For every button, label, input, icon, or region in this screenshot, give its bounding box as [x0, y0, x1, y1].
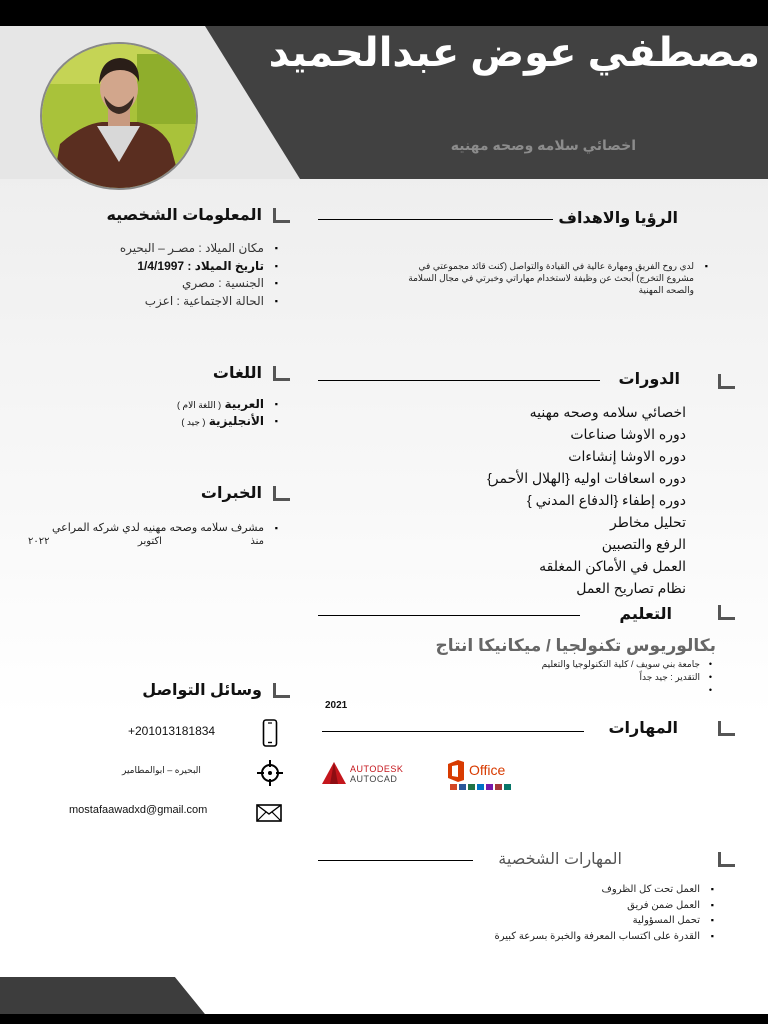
- outlook-icon: [477, 784, 484, 790]
- contact-title: وسائل التواصل: [142, 682, 262, 699]
- mail-icon: [256, 804, 282, 822]
- list-item: تحليل مخاطر: [610, 514, 686, 530]
- list-item: دوره إطفاء {الدفاع المدني }: [527, 492, 686, 508]
- courses-title: الدورات: [618, 371, 680, 388]
- list-item: ▪ تاريخ الميلاد : 1/4/1997: [38, 258, 278, 276]
- autocad-brand: AUTODESK: [350, 764, 404, 774]
- section-corner-marker: [718, 605, 735, 620]
- job-title: اخصائي سلامه وصحه مهنيه: [450, 137, 636, 153]
- list-item: اخصائي سلامه وصحه مهنيه: [529, 404, 686, 420]
- language-level: ( اللغة الام ): [177, 400, 222, 410]
- skills-title: المهارات: [608, 720, 678, 737]
- personal-info-title: المعلومات الشخصيه: [106, 207, 262, 224]
- section-corner-marker: [718, 374, 735, 389]
- section-divider: [318, 615, 580, 616]
- education-year: 2021: [325, 700, 348, 711]
- list-item: ▪ تحمل المسؤولية: [414, 913, 714, 929]
- list-item: ▪ الجنسية : مصري: [38, 275, 278, 293]
- office-app-icons: [450, 784, 511, 790]
- powerpoint-icon: [450, 784, 457, 790]
- vision-list: [390, 260, 708, 296]
- list-item: • جامعة بني سويف / كلية التكنولوجيا والتعليم: [494, 658, 714, 671]
- section-divider: [318, 219, 553, 220]
- list-item: دوره الاوشا إنشاءات: [568, 448, 686, 464]
- education-title: التعليم: [619, 606, 672, 623]
- bottom-bar: [0, 1014, 768, 1024]
- language-name: الأنجليزية: [208, 414, 264, 428]
- office-logo: [446, 760, 518, 792]
- section-divider: [318, 860, 473, 861]
- experience-list: [28, 522, 278, 548]
- phone-icon: [262, 719, 278, 747]
- education-list: [494, 658, 714, 697]
- languages-list: [98, 396, 278, 430]
- experience-year: ٢٠٢٢: [28, 536, 50, 547]
- word-icon: [459, 784, 466, 790]
- office-name: Office: [469, 762, 506, 778]
- office-icon: [446, 760, 466, 782]
- list-item: • التقدير : جيد جداً: [494, 671, 714, 684]
- list-item: نظام تصاريح العمل: [576, 580, 686, 596]
- top-bar: [0, 0, 768, 26]
- phone-number[interactable]: +201013181834: [128, 724, 216, 738]
- candidate-name: مصطفي عوض عبدالحميد: [268, 31, 760, 75]
- section-corner-marker: [273, 683, 290, 698]
- section-divider: [322, 731, 584, 732]
- personal-info-list: [38, 240, 278, 310]
- list-item: ▪ العمل ضمن فريق: [414, 898, 714, 914]
- section-corner-marker: [273, 486, 290, 501]
- profile-photo: [40, 42, 198, 190]
- publisher-icon: [504, 784, 511, 790]
- list-item: [98, 396, 278, 413]
- section-corner-marker: [273, 208, 290, 223]
- email-address[interactable]: mostafaawadxd@gmail.com: [69, 804, 208, 816]
- soft-skills-title: المهارات الشخصية: [498, 851, 622, 868]
- experience-since: منذ: [250, 536, 264, 547]
- list-item: دوره اسعافات اوليه {الهلال الأحمر}: [487, 470, 686, 486]
- language-name: العربية: [224, 397, 264, 411]
- list-item: [494, 684, 714, 697]
- address-text: البحيره – ابوالمطامير: [122, 765, 201, 775]
- access-icon: [495, 784, 502, 790]
- experience-title: الخبرات: [200, 485, 262, 502]
- list-item: ▪ القدرة على اكتساب المعرفة والخبرة بسرعة كبيرة: [414, 929, 714, 945]
- section-divider: [318, 380, 600, 381]
- education-degree: بكالوريوس تكنولجيا / ميكانيكا انتاج: [435, 636, 716, 655]
- vision-title: الرؤيا والاهداف: [558, 210, 678, 227]
- autocad-logo: [322, 760, 412, 786]
- experience-role: ▪ مشرف سلامه وصحه مهنيه لدي شركه المراعي: [51, 522, 264, 534]
- list-item: [28, 522, 278, 548]
- experience-month: اكتوبر: [137, 536, 162, 547]
- language-level: ( جيد ): [181, 417, 206, 427]
- section-corner-marker: [273, 366, 290, 381]
- onenote-icon: [486, 784, 493, 790]
- languages-title: اللغات: [212, 365, 262, 382]
- list-item: ▪ العمل تحت كل الظروف: [414, 882, 714, 898]
- section-corner-marker: [718, 852, 735, 867]
- soft-skills-list: [414, 882, 714, 944]
- location-crosshair-icon: [257, 760, 283, 786]
- list-item: دوره الاوشا صناعات: [570, 426, 686, 442]
- autocad-icon: [322, 762, 346, 784]
- courses-list: [386, 401, 686, 599]
- autocad-name: AUTOCAD: [350, 774, 398, 784]
- list-item: العمل في الأماكن المغلقه: [539, 558, 686, 574]
- section-corner-marker: [718, 721, 735, 736]
- list-item: ▪ الحالة الاجتماعية : اعزب: [38, 293, 278, 311]
- vision-text: ▪ لدي روح الفريق ومهارة عالية في القيادة والتواصل (كنت قائد مجموعتي في مشروع التخرج) أبحث عن وظيفة لاستخدام مهاراتي وخبرتي في مجال السلامة والصحه المهنية: [390, 260, 708, 296]
- excel-icon: [468, 784, 475, 790]
- list-item: الرفع والتصبين: [601, 536, 686, 552]
- list-item: ▪ مكان الميلاد : مصـر – البحيره: [38, 240, 278, 258]
- list-item: [98, 413, 278, 430]
